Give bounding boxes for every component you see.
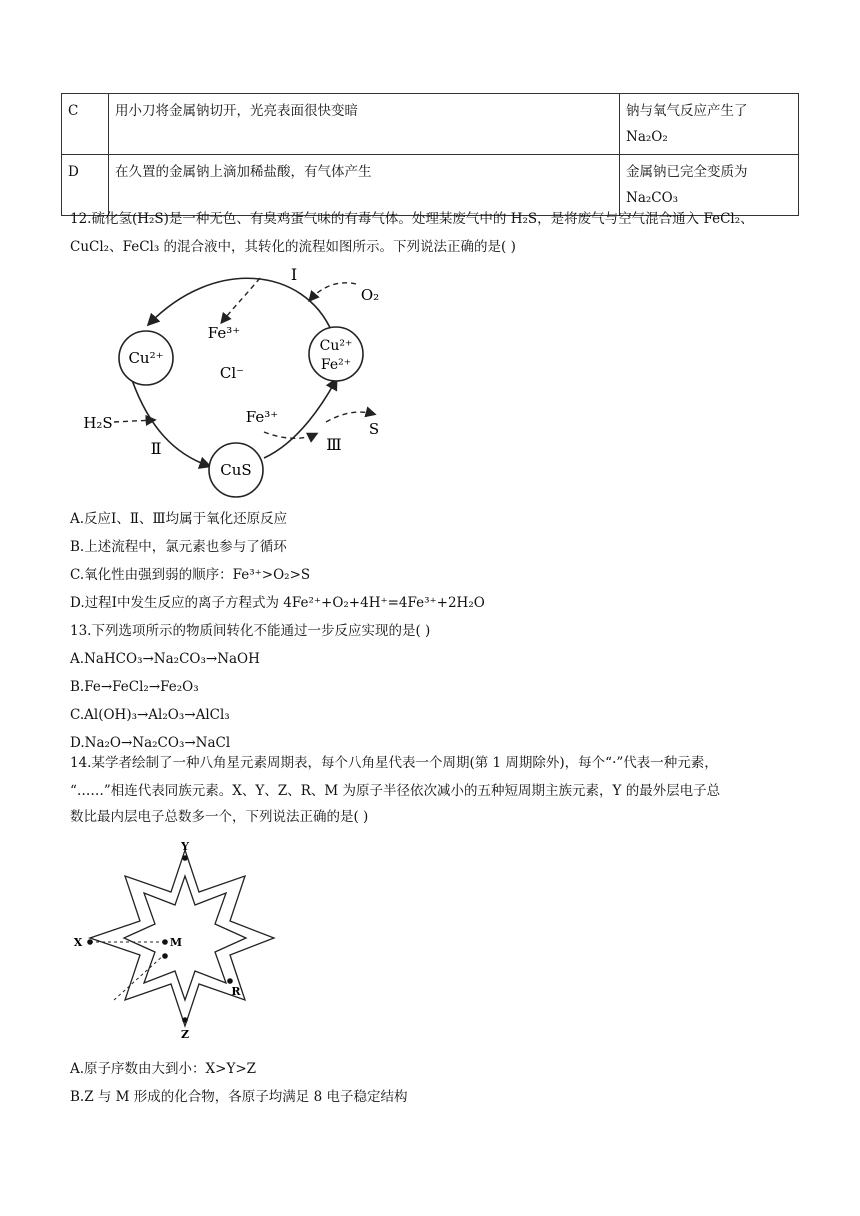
cu2-label: Cu²⁺ — [128, 349, 164, 367]
q12-cycle-diagram — [74, 262, 384, 498]
row-operation: 在久置的金属钠上滴加稀盐酸，有气体产生 — [109, 155, 620, 216]
q14-stem-line-3: 数比最内层电子总数多一个，下列说法正确的是( ) — [70, 809, 369, 825]
conclusion-line-1: 金属钠已完全变质为 — [626, 164, 748, 180]
q13-stem: 13.下列选项所示的物质间转化不能通过一步反应实现的是( ) — [70, 623, 431, 639]
s-label: S — [368, 420, 380, 438]
fe3-in-arrow — [264, 432, 316, 438]
cycle-arrow-1 — [149, 278, 332, 332]
q13-option-d: D.Na₂O→Na₂CO₃→NaCl — [70, 735, 231, 751]
q12-option-d: D.过程Ⅰ中发生反应的离子方程式为 4Fe²⁺+O₂+4H⁺=4Fe³⁺+2H₂O — [70, 595, 485, 611]
r-dot — [227, 978, 233, 984]
table-row — [62, 94, 799, 155]
z-dot — [182, 1017, 188, 1023]
q14-option-b: B.Z 与 M 形成的化合物，各原子均满足 8 电子稳定结构 — [70, 1089, 408, 1105]
roman-3-label: Ⅲ — [326, 435, 342, 454]
cycle-arrow-2 — [132, 380, 209, 466]
q14-octagram-diagram — [70, 838, 280, 1042]
table-row — [62, 155, 799, 216]
y-label: Y — [181, 840, 189, 853]
x-dot — [87, 939, 93, 945]
conclusion-line-2: Na₂O₂ — [626, 129, 668, 145]
q13-option-c: C.Al(OH)₃→Al₂O₃→AlCl₃ — [70, 707, 230, 723]
roman-1-label: Ⅰ — [290, 265, 298, 284]
cl-label: Cl⁻ — [219, 364, 245, 382]
row-conclusion — [620, 94, 799, 155]
fe3-center-label: Fe³⁺ — [207, 324, 241, 342]
h2s-label: H₂S — [83, 414, 113, 432]
row-label: C — [62, 94, 109, 155]
conclusion-line-1: 钠与氧气反应产生了 — [626, 103, 748, 119]
q12-option-a: A.反应Ⅰ、Ⅱ、Ⅲ均属于氧化还原反应 — [70, 511, 288, 527]
roman-2-label: Ⅱ — [150, 439, 162, 458]
q12-stem-line-1: 12.硫化氢(H₂S)是一种无色、有臭鸡蛋气味的有毒气体。处理某废气中的 H₂S，是将废气与空气混合通入 FeCl₂、 — [70, 211, 754, 227]
q14-option-a: A.原子序数由大到小：X>Y>Z — [70, 1061, 257, 1077]
q13-option-a: A.NaHCO₃→Na₂CO₃→NaOH — [70, 651, 260, 667]
x-label: X — [73, 936, 83, 949]
conclusion-line-2: Na₂CO₃ — [626, 190, 679, 206]
m-label: M — [169, 936, 183, 949]
cus-label: CuS — [220, 461, 252, 479]
r-link — [114, 954, 165, 1000]
fe3-lower-label: Fe³⁺ — [245, 408, 279, 426]
q12-option-b: B.上述流程中，氯元素也参与了循环 — [70, 539, 287, 555]
q14-stem-line-2: “……”相连代表同族元素。X、Y、Z、R、M 为原子半径依次减小的五种短周期主族元素，Y 的最外层电子总 — [70, 783, 721, 799]
o2-label: O₂ — [360, 286, 380, 304]
row-operation: 用小刀将金属钠切开，光亮表面很快变暗 — [109, 94, 620, 155]
row-conclusion — [620, 155, 799, 216]
q12-option-c: C.氧化性由强到弱的顺序：Fe³⁺>O₂>S — [70, 567, 311, 583]
row-label: D — [62, 155, 109, 216]
o2-in-arrow — [310, 283, 356, 300]
options-table — [61, 93, 799, 216]
h2s-in-arrow — [114, 420, 154, 422]
m-dot — [162, 939, 168, 945]
q12-stem-line-2: CuCl₂、FeCl₃ 的混合液中，其转化的流程如图所示。下列说法正确的是( ) — [70, 239, 516, 255]
fe3-out-arrow — [222, 278, 260, 322]
inner-dot — [162, 953, 168, 959]
q14-stem-line-1: 14.某学者绘制了一种八角星元素周期表，每个八角星代表一个周期(第 1 周期除外)，每个“·”代表一种元素， — [70, 755, 718, 771]
fe2-label: Fe²⁺ — [320, 357, 352, 373]
y-dot — [182, 855, 188, 861]
q13-option-b: B.Fe→FeCl₂→Fe₂O₃ — [70, 679, 199, 695]
cu2-top-label: Cu²⁺ — [319, 338, 353, 354]
s-out-arrow — [326, 412, 374, 422]
r-label: R — [231, 985, 241, 998]
z-label: Z — [180, 1028, 190, 1041]
